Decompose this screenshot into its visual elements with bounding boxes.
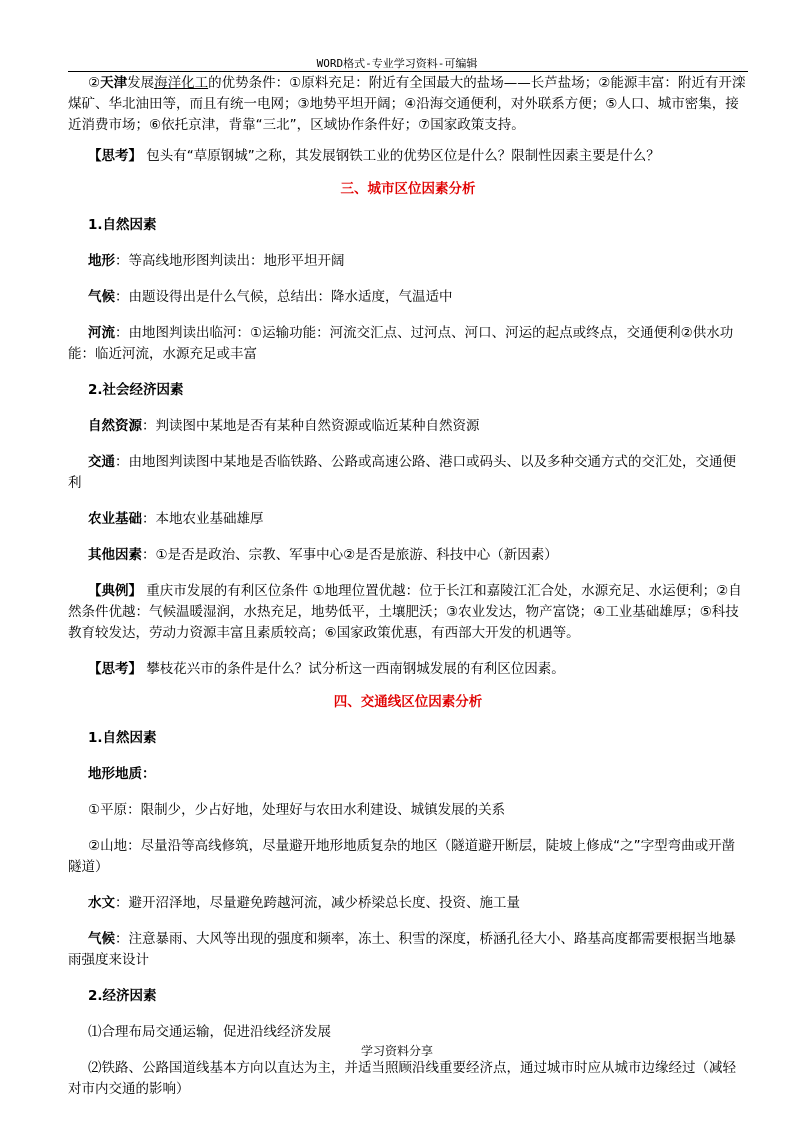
section-3-title: 三、城市区位因素分析 — [340, 181, 476, 197]
s4-hydro: 水文：避开沼泽地，尽量避免跨越河流，减少桥梁总长度、投资、施工量 — [88, 895, 520, 911]
document-body — [68, 73, 748, 1100]
tianjin-paragraph — [68, 73, 748, 136]
think-1-label: 【思考】 — [88, 148, 142, 164]
header-rule — [68, 71, 748, 72]
section-4-title: 四、交通线区位因素分析 — [333, 694, 483, 710]
s3-river: 河流：由地图判读出临河：①运输功能：河流交汇点、过河点、河口、河运的起点或终点，交通便利②供水功能：临近河流，水源充足或丰富 — [68, 325, 734, 362]
s3-resource: 自然资源：判读图中某地是否有某种自然资源或临近某种自然资源 — [88, 418, 480, 434]
s3-think: 【思考】 攀枝花兴市的条件是什么？试分析这一西南钢城发展的有利区位因素。 — [88, 661, 565, 677]
tianjin-industry: 海洋化工 — [154, 75, 209, 91]
tianjin-rest: 的优势条件：①原料充足：附近有全国最大的盐场——长芦盐场；②能源丰富：附近有开滦煤矿、华北油田等，而且有统一电网；③地势平坦开阔；④沿海交通便利，对外联系方便；⑤人口、城市密集，接近消费市场；⑥依托京津，背靠“三北”，区域协作条件好；⑦国家政策支持。 — [68, 75, 746, 133]
s3-transport: 交通：由地图判读图中某地是否临铁路、公路或高速公路、港口或码头、以及多种交通方式的交汇处，交通便利 — [68, 454, 736, 491]
think-1-text: 包头有“草原钢城”之称，其发展钢铁工业的优势区位是什么？限制性因素主要是什么？ — [142, 148, 660, 164]
s3-terrain: 地形：等高线地形图判读出：地形平坦开阔 — [88, 253, 345, 269]
s3-natural-title: 1.自然因素 — [88, 217, 157, 233]
s3-example: 【典例】 重庆市发展的有利区位条件 ①地理位置优越：位于长江和嘉陵江汇合处，水源充足、水运便利；②自然条件优越：气候温暖湿润，水热充足，地势低平，土壤肥沃；③农业发达，物产富饶；④工业基础雄厚；⑤科技教育较发达，劳动力资源丰富且素质较高；⑥国家政策优惠，有西部大开发的机遇等。 — [68, 583, 742, 641]
tianjin-prefix: ② — [88, 75, 101, 91]
tianjin-city: 天津 — [100, 75, 128, 91]
s4-natural-title: 1.自然因素 — [88, 730, 157, 746]
s3-social-title: 2.社会经济因素 — [88, 382, 184, 398]
s4-mountain: ②山地：尽量沿等高线修筑，尽量避开地形地质复杂的地区（隧道避开断层，陡坡上修成“之”字型弯曲或开凿隧道） — [68, 838, 736, 875]
s4-climate: 气候：注意暴雨、大风等出现的强度和频率，冻土、积雪的深度，桥涵孔径大小、路基高度都需要根据当地暴雨强度来设计 — [68, 931, 736, 968]
page-footer: 学习资料分享 — [360, 1044, 433, 1058]
think-1 — [68, 146, 748, 167]
page-header: WORD格式-专业学习资料-可编辑 — [316, 57, 478, 70]
tianjin-mid: 发展 — [127, 75, 155, 91]
s4-econ-title: 2.经济因素 — [88, 988, 157, 1004]
s3-climate: 气候：由题设得出是什么气候，总结出：降水适度，气温适中 — [88, 289, 453, 305]
s3-other: 其他因素：①是否是政治、宗教、军事中心②是否是旅游、科技中心（新因素） — [88, 547, 558, 563]
s4-terrain-label: 地形地质： — [88, 766, 156, 782]
s3-agri: 农业基础：本地农业基础雄厚 — [88, 511, 264, 527]
s4-econ-2: ⑵铁路、公路国道线基本方向以直达为主，并适当照顾沿线重要经济点，通过城市时应从城市边缘经过（减轻对市内交通的影响） — [68, 1060, 736, 1097]
s4-plain: ①平原：限制少，少占好地，处理好与农田水利建设、城镇发展的关系 — [88, 802, 506, 818]
s4-econ-1: ⑴合理布局交通运输，促进沿线经济发展 — [88, 1024, 331, 1040]
